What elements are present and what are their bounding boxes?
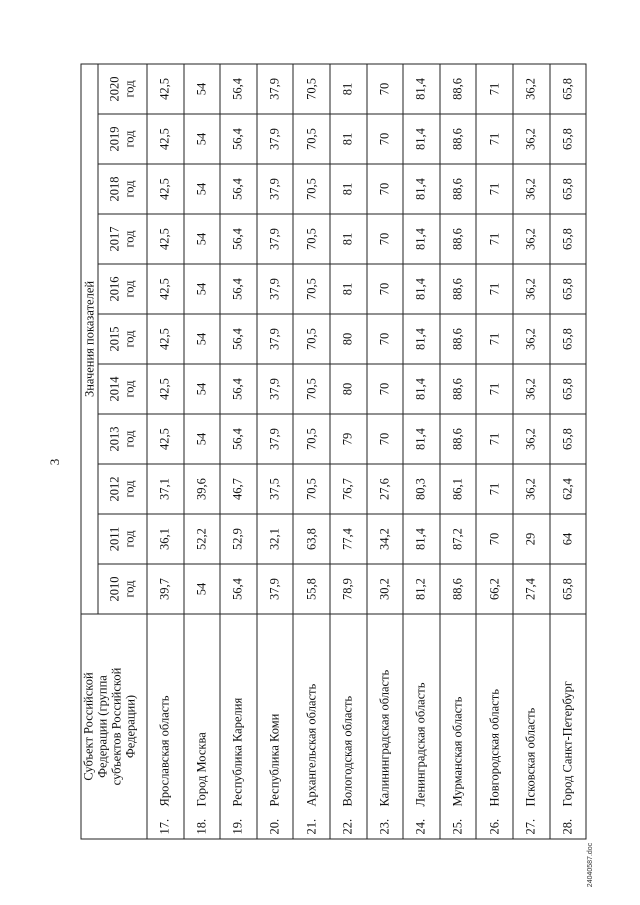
value-cell: 71 (476, 114, 513, 164)
year-number: 2019 (107, 126, 121, 152)
subject-name: Архангельская область (303, 683, 318, 807)
value-cell: 70 (366, 64, 403, 114)
value-cell: 56,4 (220, 264, 257, 314)
value-cell: 81,4 (403, 164, 440, 214)
row-number: 28. (559, 818, 574, 835)
year-unit: год (122, 80, 136, 98)
value-cell: 56,4 (220, 114, 257, 164)
value-cell: 88,6 (439, 264, 476, 314)
value-cell: 88,6 (439, 214, 476, 264)
year-column-header (98, 364, 147, 414)
value-cell: 81,4 (403, 364, 440, 414)
value-cell: 36,2 (512, 164, 549, 214)
value-cell: 70 (366, 114, 403, 164)
subject-cell (512, 614, 549, 839)
row-number: 19. (230, 818, 245, 835)
table-row (147, 64, 184, 839)
value-cell: 39,7 (147, 564, 184, 614)
value-cell: 81,4 (403, 514, 440, 564)
value-cell: 70,5 (293, 264, 330, 314)
year-number: 2013 (107, 426, 121, 452)
year-unit: год (122, 230, 136, 248)
value-cell: 80,3 (403, 464, 440, 514)
subject-cell (549, 614, 586, 839)
value-cell: 76,7 (329, 464, 366, 514)
value-cell: 71 (476, 264, 513, 314)
row-number: 17. (157, 818, 172, 835)
year-number: 2015 (107, 326, 121, 352)
value-cell: 70 (366, 164, 403, 214)
year-unit: год (122, 280, 136, 298)
year-number: 2018 (107, 176, 121, 202)
year-unit: год (122, 330, 136, 348)
subject-name: Псковская область (523, 707, 538, 807)
row-number: 27. (523, 818, 538, 835)
value-cell: 65,8 (549, 164, 586, 214)
value-cell: 62,4 (549, 464, 586, 514)
rotated-page-content (80, 65, 574, 840)
value-cell: 37,9 (256, 64, 293, 114)
value-cell: 65,8 (549, 264, 586, 314)
document-id: 24040587.doc (586, 842, 594, 888)
year-unit: год (122, 130, 136, 148)
value-cell: 42,5 (147, 314, 184, 364)
table-row (549, 64, 586, 839)
value-cell: 37,9 (256, 414, 293, 464)
table-row (439, 64, 476, 839)
row-number: 25. (450, 818, 465, 835)
value-cell: 36,1 (147, 514, 184, 564)
value-cell: 37,9 (256, 114, 293, 164)
row-number: 20. (267, 818, 282, 835)
value-cell: 70,5 (293, 64, 330, 114)
value-cell: 65,8 (549, 564, 586, 614)
subject-cell (439, 614, 476, 839)
subject-cell (183, 614, 220, 839)
year-unit: год (122, 480, 136, 498)
value-cell: 36,2 (512, 264, 549, 314)
value-cell: 81 (329, 264, 366, 314)
value-cell: 70 (366, 264, 403, 314)
value-cell: 81,4 (403, 214, 440, 264)
subject-name: Калининградская область (376, 669, 391, 807)
value-cell: 36,2 (512, 114, 549, 164)
year-number: 2014 (107, 376, 121, 402)
value-cell: 34,2 (366, 514, 403, 564)
indicator-values-header: Значения показателей (81, 64, 98, 614)
value-cell: 27,4 (512, 564, 549, 614)
value-cell: 70,5 (293, 364, 330, 414)
subject-cell (366, 614, 403, 839)
value-cell: 65,8 (549, 64, 586, 114)
year-number: 2011 (107, 526, 121, 552)
year-unit: год (122, 530, 136, 548)
value-cell: 39,6 (183, 464, 220, 514)
value-cell: 54 (183, 414, 220, 464)
table-row (256, 64, 293, 839)
value-cell: 42,5 (147, 414, 184, 464)
year-number: 2010 (107, 576, 121, 602)
subject-column-header (81, 614, 147, 839)
value-cell: 30,2 (366, 564, 403, 614)
table-row (512, 64, 549, 839)
indicator-table (80, 63, 586, 839)
value-cell: 80 (329, 314, 366, 364)
value-cell: 56,4 (220, 314, 257, 364)
row-number: 22. (340, 818, 355, 835)
value-cell: 36,2 (512, 214, 549, 264)
value-cell: 71 (476, 364, 513, 414)
value-cell: 88,6 (439, 564, 476, 614)
value-cell: 64 (549, 514, 586, 564)
value-cell: 70,5 (293, 164, 330, 214)
value-cell: 88,6 (439, 64, 476, 114)
value-cell: 66,2 (476, 564, 513, 614)
value-cell: 88,6 (439, 314, 476, 364)
value-cell: 81,4 (403, 264, 440, 314)
value-cell: 37,9 (256, 264, 293, 314)
value-cell: 32,1 (256, 514, 293, 564)
value-cell: 70,5 (293, 464, 330, 514)
year-column-header (98, 314, 147, 364)
subject-name: Ленинградская область (413, 682, 428, 807)
value-cell: 81 (329, 64, 366, 114)
value-cell: 36,2 (512, 314, 549, 364)
subject-name: Республика Карелия (230, 697, 245, 807)
value-cell: 88,6 (439, 114, 476, 164)
value-cell: 37,9 (256, 214, 293, 264)
value-cell: 71 (476, 164, 513, 214)
year-column-header (98, 564, 147, 614)
value-cell: 42,5 (147, 164, 184, 214)
year-column-header (98, 264, 147, 314)
year-unit: год (122, 580, 136, 598)
subject-cell (403, 614, 440, 839)
year-unit: год (122, 380, 136, 398)
value-cell: 65,8 (549, 414, 586, 464)
value-cell: 36,2 (512, 414, 549, 464)
value-cell: 88,6 (439, 414, 476, 464)
year-column-header (98, 114, 147, 164)
value-cell: 81,4 (403, 414, 440, 464)
value-cell: 78,9 (329, 564, 366, 614)
value-cell: 88,6 (439, 164, 476, 214)
subject-cell (476, 614, 513, 839)
value-cell: 29 (512, 514, 549, 564)
value-cell: 70 (366, 214, 403, 264)
subject-name: Вологодская область (340, 695, 355, 807)
value-cell: 56,4 (220, 364, 257, 414)
value-cell: 77,4 (329, 514, 366, 564)
value-cell: 37,9 (256, 314, 293, 364)
value-cell: 54 (183, 214, 220, 264)
value-cell: 27,6 (366, 464, 403, 514)
table-header-row (81, 64, 98, 839)
year-unit: год (122, 430, 136, 448)
year-number: 2012 (107, 476, 121, 502)
value-cell: 70 (366, 414, 403, 464)
row-number: 23. (376, 818, 391, 835)
year-column-header (98, 164, 147, 214)
value-cell: 71 (476, 464, 513, 514)
year-column-header (98, 64, 147, 114)
value-cell: 71 (476, 414, 513, 464)
year-number: 2016 (107, 276, 121, 302)
subject-cell (256, 614, 293, 839)
value-cell: 36,2 (512, 464, 549, 514)
value-cell: 42,5 (147, 64, 184, 114)
value-cell: 70 (366, 364, 403, 414)
value-cell: 56,4 (220, 214, 257, 264)
value-cell: 65,8 (549, 314, 586, 364)
value-cell: 71 (476, 214, 513, 264)
year-column-header (98, 514, 147, 564)
value-cell: 54 (183, 364, 220, 414)
value-cell: 54 (183, 264, 220, 314)
value-cell: 88,6 (439, 364, 476, 414)
year-number: 2017 (107, 226, 121, 252)
subject-header-line: Федерации (группа (95, 675, 109, 778)
value-cell: 81,2 (403, 564, 440, 614)
value-cell: 81 (329, 164, 366, 214)
value-cell: 55,8 (293, 564, 330, 614)
subject-cell (220, 614, 257, 839)
value-cell: 70,5 (293, 214, 330, 264)
year-column-header (98, 214, 147, 264)
value-cell: 70 (476, 514, 513, 564)
page-number: 3 (47, 458, 62, 466)
value-cell: 37,1 (147, 464, 184, 514)
value-cell: 81,4 (403, 114, 440, 164)
value-cell: 56,4 (220, 164, 257, 214)
table-body (147, 64, 586, 839)
subject-header-line: субъектов Российской (109, 667, 123, 786)
row-number: 18. (193, 818, 208, 835)
year-column-header (98, 414, 147, 464)
value-cell: 70 (366, 314, 403, 364)
subject-cell (293, 614, 330, 839)
value-cell: 81 (329, 114, 366, 164)
row-number: 21. (303, 818, 318, 835)
value-cell: 54 (183, 564, 220, 614)
value-cell: 79 (329, 414, 366, 464)
value-cell: 56,4 (220, 564, 257, 614)
subject-name: Город Москва (193, 732, 208, 807)
subject-name: Новгородская область (486, 689, 501, 807)
value-cell: 71 (476, 314, 513, 364)
value-cell: 71 (476, 64, 513, 114)
table-row (476, 64, 513, 839)
value-cell: 52,9 (220, 514, 257, 564)
value-cell: 80 (329, 364, 366, 414)
value-cell: 81 (329, 214, 366, 264)
value-cell: 36,2 (512, 364, 549, 414)
row-number: 24. (413, 818, 428, 835)
value-cell: 42,5 (147, 364, 184, 414)
year-unit: год (122, 180, 136, 198)
value-cell: 37,9 (256, 364, 293, 414)
value-cell: 87,2 (439, 514, 476, 564)
table-row (403, 64, 440, 839)
subject-header-line: Федерации) (123, 694, 137, 759)
table-row (293, 64, 330, 839)
value-cell: 46,7 (220, 464, 257, 514)
value-cell: 37,5 (256, 464, 293, 514)
value-cell: 70,5 (293, 114, 330, 164)
table-row (329, 64, 366, 839)
subject-name: Ярославская область (157, 695, 172, 807)
value-cell: 86,1 (439, 464, 476, 514)
value-cell: 37,9 (256, 564, 293, 614)
value-cell: 56,4 (220, 64, 257, 114)
subject-name: Город Санкт-Петербург (559, 681, 574, 807)
value-cell: 65,8 (549, 364, 586, 414)
value-cell: 65,8 (549, 214, 586, 264)
value-cell: 42,5 (147, 264, 184, 314)
value-cell: 54 (183, 314, 220, 364)
value-cell: 42,5 (147, 114, 184, 164)
year-number: 2020 (107, 76, 121, 102)
value-cell: 54 (183, 64, 220, 114)
subject-name: Республика Коми (267, 713, 282, 807)
subject-cell (329, 614, 366, 839)
value-cell: 52,2 (183, 514, 220, 564)
subject-header-line: Субъект Российской (81, 672, 95, 781)
table-row (183, 64, 220, 839)
subject-cell (147, 614, 184, 839)
value-cell: 70,5 (293, 314, 330, 364)
year-column-header (98, 464, 147, 514)
value-cell: 70,5 (293, 414, 330, 464)
table-row (220, 64, 257, 839)
value-cell: 56,4 (220, 414, 257, 464)
value-cell: 37,9 (256, 164, 293, 214)
value-cell: 81,4 (403, 314, 440, 364)
value-cell: 63,8 (293, 514, 330, 564)
value-cell: 54 (183, 114, 220, 164)
value-cell: 54 (183, 164, 220, 214)
value-cell: 65,8 (549, 114, 586, 164)
subject-name: Мурманская область (450, 696, 465, 807)
row-number: 26. (486, 818, 501, 835)
value-cell: 42,5 (147, 214, 184, 264)
value-cell: 81,4 (403, 64, 440, 114)
value-cell: 36,2 (512, 64, 549, 114)
table-row (366, 64, 403, 839)
